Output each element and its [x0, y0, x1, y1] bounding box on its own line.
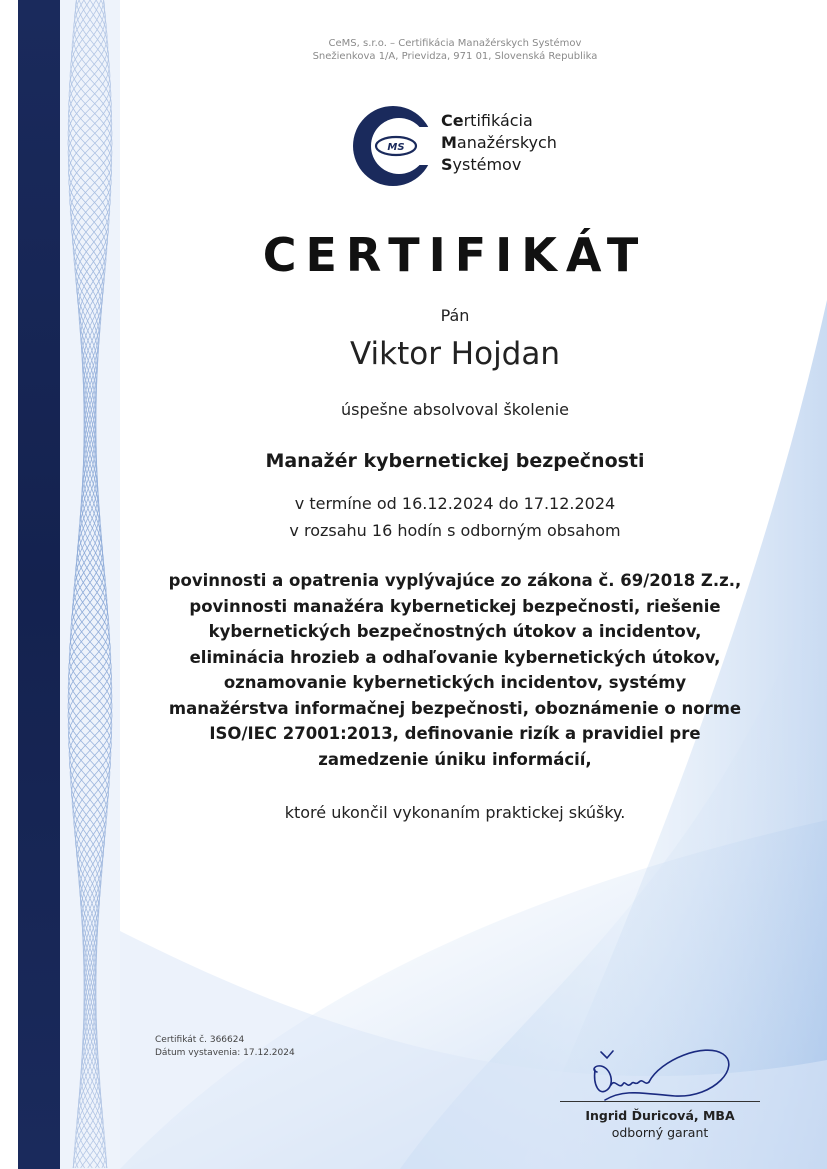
course-name: Manažér kybernetickej bezpečnosti: [265, 450, 645, 472]
course-term: v termíne od 16.12.2024 do 17.12.2024: [294, 494, 616, 513]
signer-name: Ingrid Ďuricová, MBA: [585, 1108, 735, 1123]
salutation: Pán: [440, 306, 470, 325]
logo-line1-rest: rtifikácia: [463, 111, 533, 130]
certificate-title: CERTIFIKÁT: [262, 228, 648, 282]
logo-badge-text: MS: [387, 142, 405, 153]
content-line: povinnosti a opatrenia vyplývajúce zo zákona č. 69/2018 Z.z.,: [168, 571, 742, 590]
completion-statement: úspešne absolvoval školenie: [340, 400, 569, 419]
company-name-line: CeMS, s.r.o. – Certifikácia Manažérskych Systémov: [328, 38, 582, 49]
logo-wordmark: [441, 110, 557, 176]
logo-line1-initial: Ce: [441, 111, 464, 130]
certificate-number: Certifikát č. 366624: [155, 1035, 245, 1045]
company-address-line: Snežienkova 1/A, Prievidza, 971 01, Slovenská Republika: [312, 51, 598, 62]
signature-line: [560, 1101, 760, 1102]
course-scope: v rozsahu 16 hodín s odborným obsahom: [289, 521, 621, 540]
left-decorative-band: [18, 0, 60, 1169]
logo-line3-initial: S: [441, 155, 453, 174]
recipient-name: Viktor Hojdan: [349, 336, 561, 372]
content-line: povinnosti manažéra kybernetickej bezpečnosti, riešenie: [189, 596, 721, 616]
content-line: ISO/IEC 27001:2013, definovanie rizík a pravidiel pre: [209, 724, 701, 743]
logo-line2-initial: M: [441, 133, 457, 152]
content-line: zamedzenie úniku informácií,: [318, 749, 592, 769]
logo-line2-rest: anažérskych: [456, 133, 557, 152]
content-line: eliminácia hrozieb a odhaľovanie kybernetických útokov,: [189, 647, 721, 667]
handwritten-signature: [585, 1040, 745, 1102]
content-line: kybernetických bezpečnostných útokov a incidentov,: [208, 622, 702, 641]
course-content: [120, 568, 790, 772]
content-line: oznamovanie kybernetických incidentov, systémy: [223, 673, 687, 692]
issue-date: Dátum vystavenia: 17.12.2024: [155, 1048, 295, 1058]
guilloche-border-pattern: [60, 0, 120, 1169]
content-line: manažérstva informačnej bezpečnosti, oboznámenie o norme: [168, 698, 742, 718]
signer-role: odborný garant: [611, 1125, 709, 1140]
logo-line3-rest: ystémov: [452, 155, 522, 174]
closing-statement: ktoré ukončil vykonaním praktickej skúšky.: [284, 803, 626, 822]
